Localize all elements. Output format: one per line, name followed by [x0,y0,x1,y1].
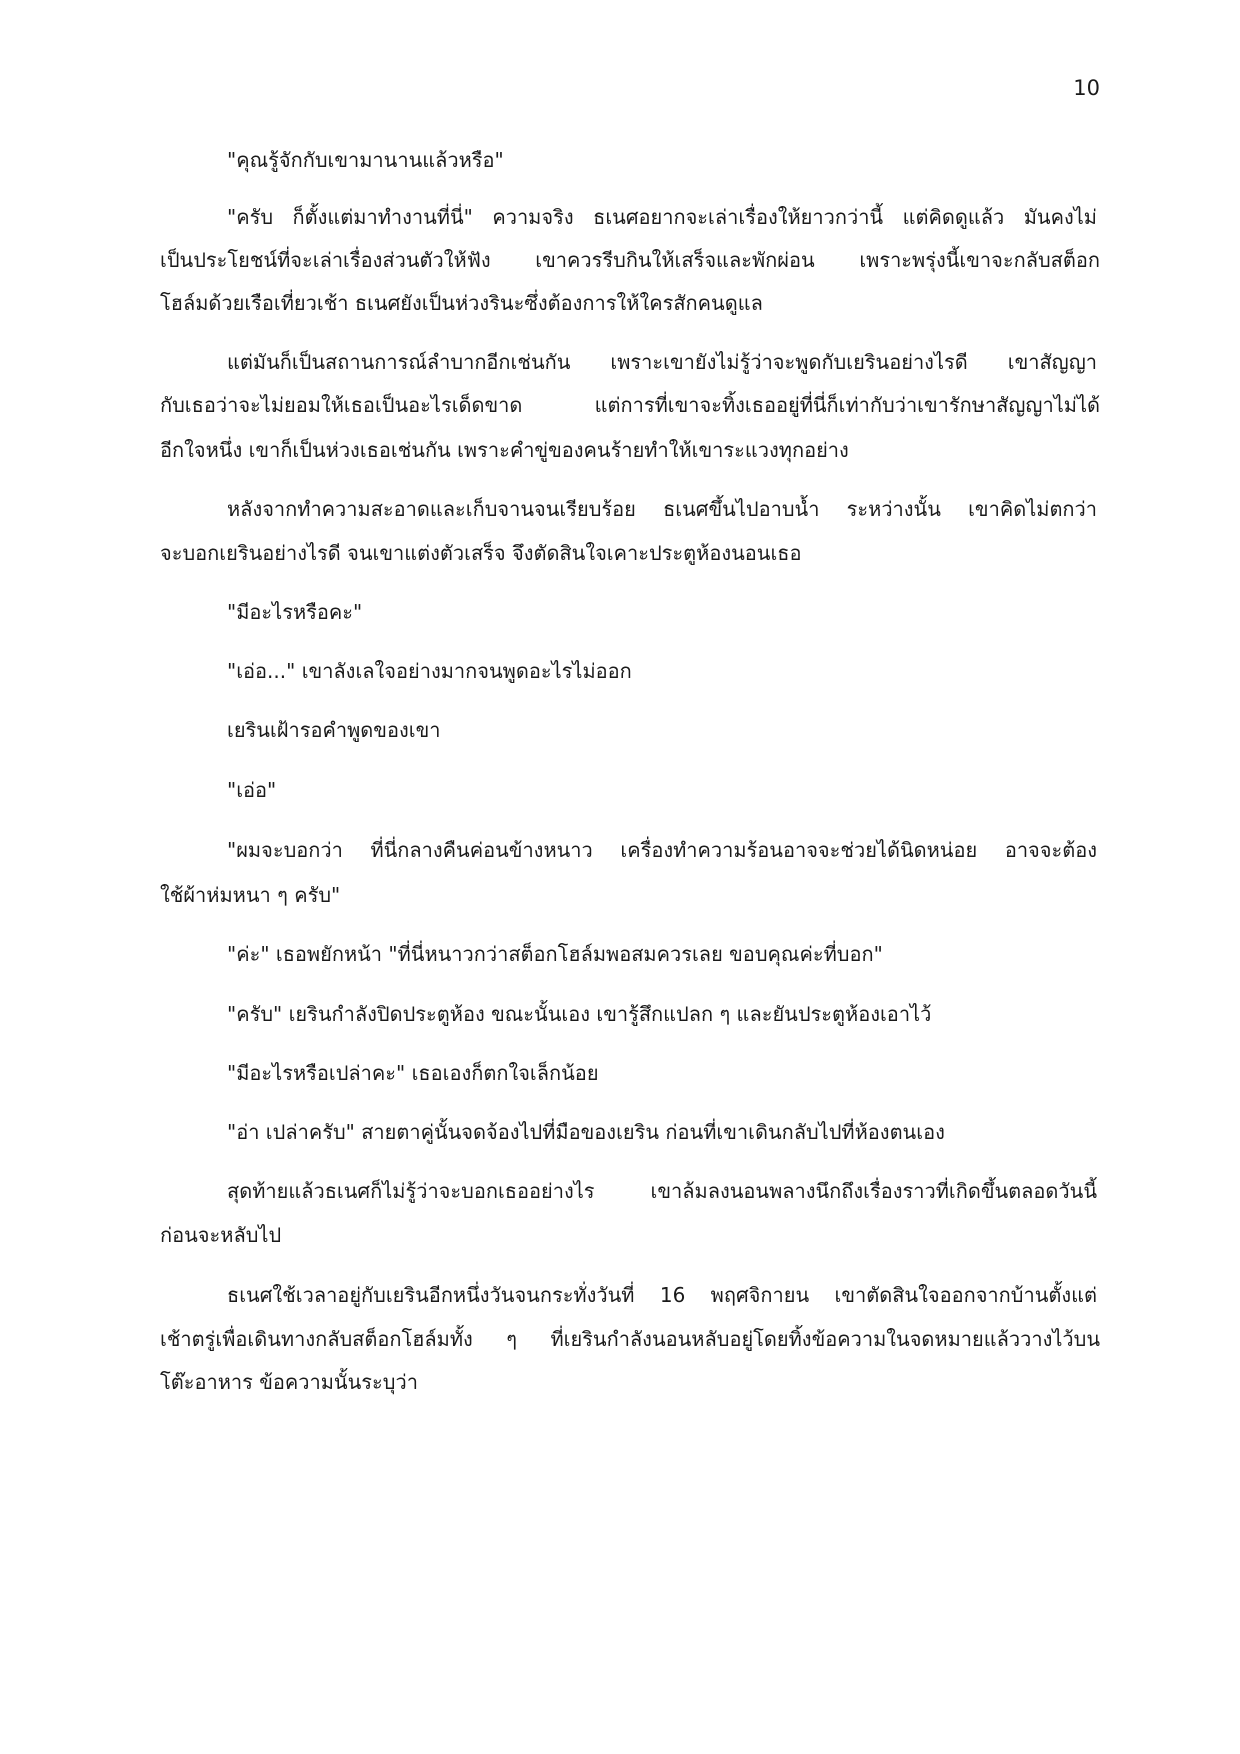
text-line: "คุณรู้จักกับเขามานานแล้วหรือ" [227,148,504,172]
text-line: กับเธอว่าจะไม่ยอมให้เธอเป็นอะไรเด็ดขาด แต่การที่เขาจะทิ้งเธออยู่ที่นี่ก็เท่ากับว่าเขารักษาสัญญาไม่ได้ [160,393,1100,417]
text-line: "มีอะไรหรือคะ" [227,600,363,624]
text-line: เช้าตรู่เพื่อเดินทางกลับสต็อกโฮล์มทั้ง ๆ ที่เยรินกำลังนอนหลับอยู่โดยทิ้งข้อความในจดหมายแล้ววางไว้บน [160,1327,1100,1351]
text-line: จะบอกเยรินอย่างไรดี จนเขาแต่งตัวเสร็จ จึงตัดสินใจเคาะประตูห้องนอนเธอ [160,541,802,565]
text-line: "อ่า เปล่าครับ" สายตาคู่นั้นจดจ้องไปที่มือของเยริน ก่อนที่เขาเดินกลับไปที่ห้องตนเอง [227,1120,945,1144]
page-number: 10 [1073,76,1100,100]
text-line: หลังจากทำความสะอาดและเก็บจานจนเรียบร้อย ธเนศขึ้นไปอาบน้ำ ระหว่างนั้น เขาคิดไม่ตกว่า [227,497,1097,521]
text-line: ธเนศใช้เวลาอยู่กับเยรินอีกหนึ่งวันจนกระทั่งวันที่ 16 พฤศจิกายน เขาตัดสินใจออกจากบ้านตั้งแต่ [227,1283,1097,1307]
text-line: ก่อนจะหลับไป [160,1223,282,1247]
text-line: เป็นประโยชน์ที่จะเล่าเรื่องส่วนตัวให้ฟัง เขาควรรีบกินให้เสร็จและพักผ่อน เพราะพรุ่งนี้เขาจะกลับสต็อก [160,248,1100,272]
text-line: "ผมจะบอกว่า ที่นี่กลางคืนค่อนข้างหนาว เครื่องทำความร้อนอาจจะช่วยได้นิดหน่อย อาจจะต้อง [227,838,1097,862]
text-line: โฮล์มด้วยเรือเที่ยวเช้า ธเนศยังเป็นห่วงรินะซึ่งต้องการให้ใครสักคนดูแล [160,291,763,315]
text-line: "เอ่อ" [227,778,277,802]
text-line: เยรินเฝ้ารอคำพูดของเขา [227,718,441,742]
text-line: สุดท้ายแล้วธเนศก็ไม่รู้ว่าจะบอกเธออย่างไร เขาล้มลงนอนพลางนึกถึงเรื่องราวที่เกิดขึ้นตลอดวันนี้ [227,1179,1097,1203]
text-line: "มีอะไรหรือเปล่าคะ" เธอเองก็ตกใจเล็กน้อย [227,1061,599,1085]
text-line: อีกใจหนึ่ง เขาก็เป็นห่วงเธอเช่นกัน เพราะคำขู่ของคนร้ายทำให้เขาระแวงทุกอย่าง [160,438,849,462]
text-line: "ค่ะ" เธอพยักหน้า "ที่นี่หนาวกว่าสต็อกโฮล์มพอสมควรเลย ขอบคุณค่ะที่บอก" [227,942,883,966]
text-line: "ครับ ก็ตั้งแต่มาทำงานที่นี่" ความจริง ธเนศอยากจะเล่าเรื่องให้ยาวกว่านี้ แต่คิดดูแล้ว มันคงไม่ [227,205,1097,229]
text-line: ใช้ผ้าห่มหนา ๆ ครับ" [160,883,341,907]
text-line: "ครับ" เยรินกำลังปิดประตูห้อง ขณะนั้นเอง เขารู้สึกแปลก ๆ และยันประตูห้องเอาไว้ [227,1002,932,1026]
text-line: โต๊ะอาหาร ข้อความนั้นระบุว่า [160,1370,418,1394]
text-line: แต่มันก็เป็นสถานการณ์ลำบากอีกเช่นกัน เพราะเขายังไม่รู้ว่าจะพูดกับเยรินอย่างไรดี เขาสัญญา [227,350,1097,374]
text-line: "เอ่อ..." เขาลังเลใจอย่างมากจนพูดอะไรไม่ออก [227,659,632,683]
